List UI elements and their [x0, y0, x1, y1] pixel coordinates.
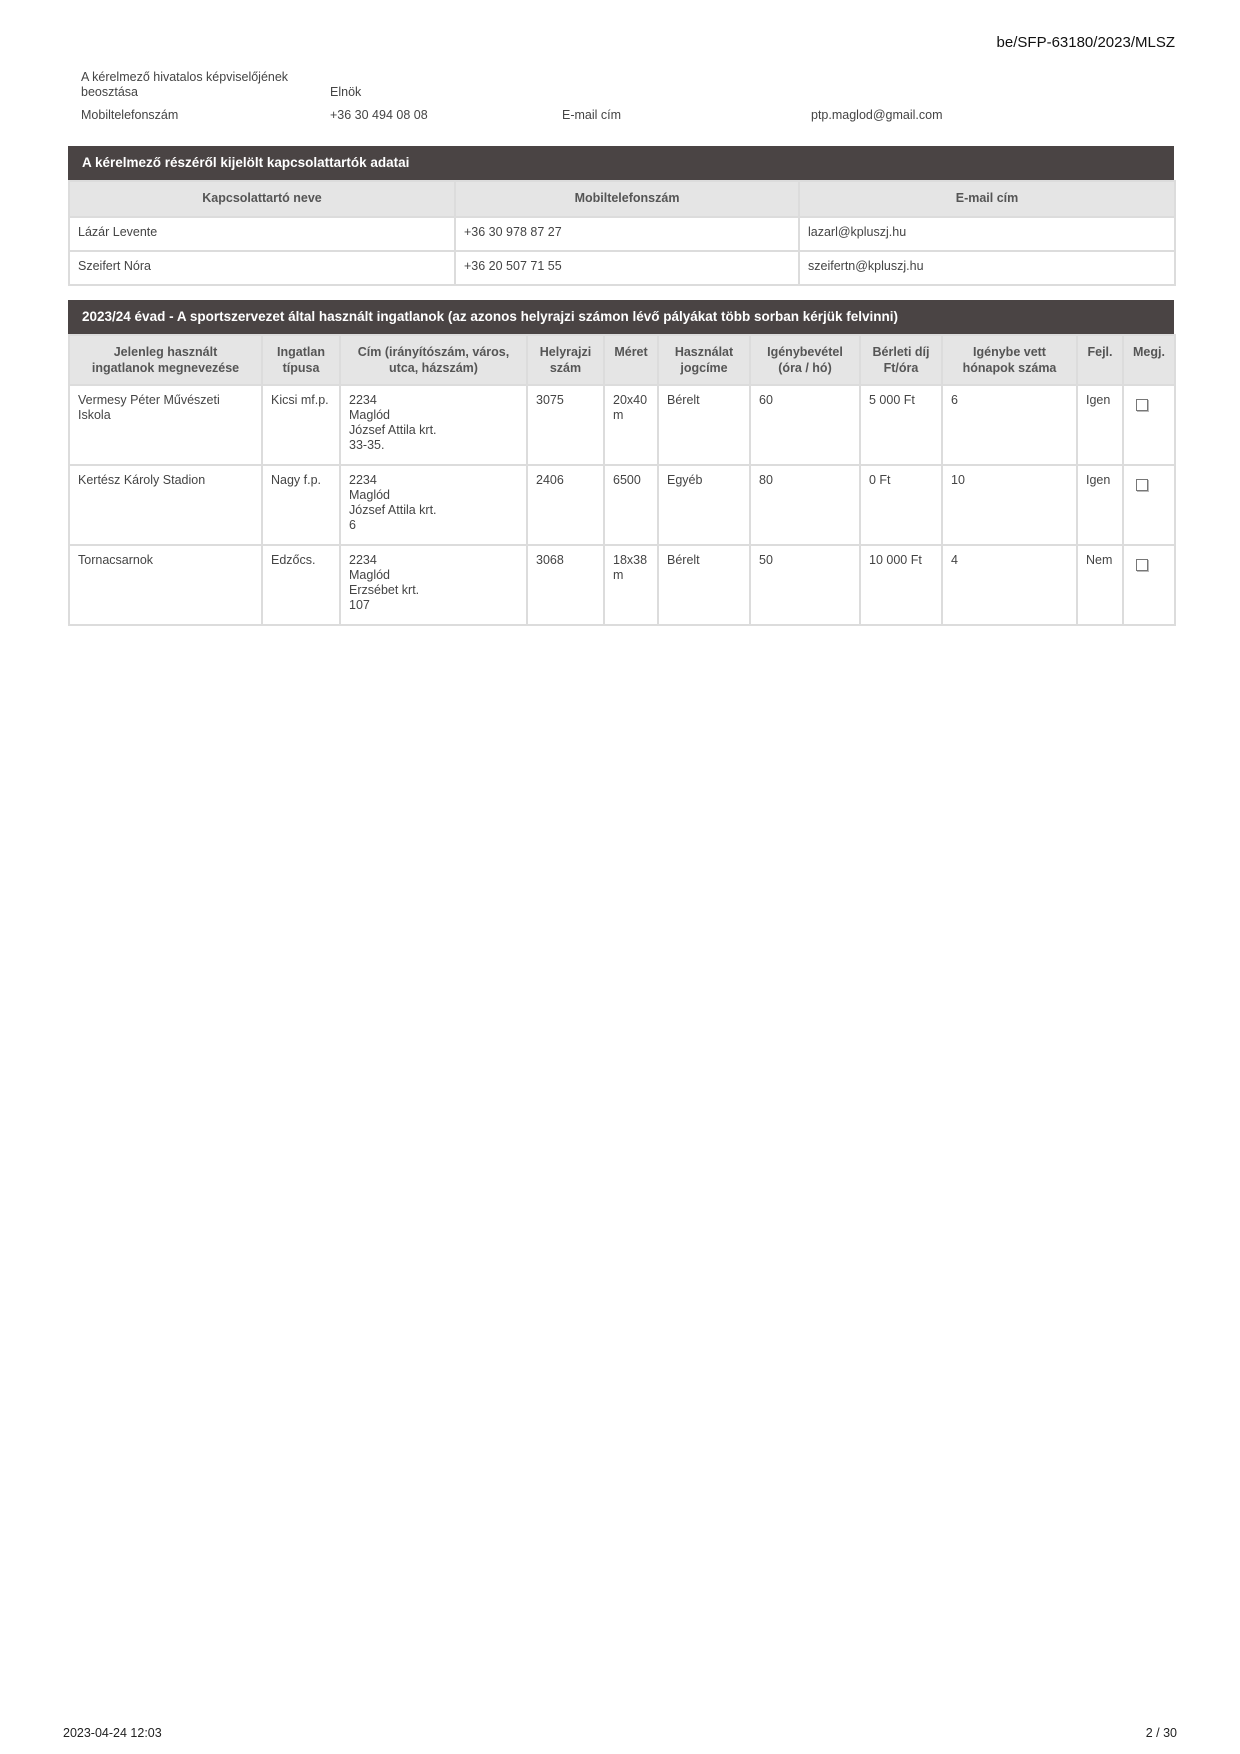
table-row [69, 385, 1175, 465]
property-hours: 50 [750, 545, 860, 625]
property-name: Vermesy Péter Művészeti Iskola [69, 385, 262, 465]
property-type: Nagy f.p. [262, 465, 340, 545]
property-months: 4 [942, 545, 1077, 625]
property-name: Tornacsarnok [69, 545, 262, 625]
property-address: 2234 Maglód Erzsébet krt. 107 [340, 545, 527, 625]
position-label: A kérelmező hivatalos képviselőjének beosztása [81, 70, 289, 99]
header-size: Méret [604, 335, 658, 385]
contacts-header-name: Kapcsolattartó neve [69, 181, 455, 217]
header-usage: Használat jogcíme [658, 335, 750, 385]
header-hrsz: Helyrajzi szám [527, 335, 604, 385]
contact-name: Lázár Levente [69, 217, 455, 251]
properties-section-title: 2023/24 évad - A sportszervezet által használt ingatlanok (az azonos helyrajzi számon lévő pályákat több sorban kérjük felvinni) [68, 300, 1174, 334]
contacts-header-email: E-mail cím [799, 181, 1175, 217]
contact-mobile: +36 20 507 71 55 [455, 251, 799, 285]
property-fee: 10 000 Ft [860, 545, 942, 625]
contact-email: szeifertn@kpluszj.hu [799, 251, 1175, 285]
property-development: Igen [1077, 465, 1123, 545]
contact-mobile: +36 30 978 87 27 [455, 217, 799, 251]
property-development: Nem [1077, 545, 1123, 625]
property-hours: 60 [750, 385, 860, 465]
property-months: 6 [942, 385, 1077, 465]
property-hrsz: 3075 [527, 385, 604, 465]
notes-cell [1123, 545, 1175, 625]
table-row [69, 217, 1175, 251]
header-property-name: Jelenleg használt ingatlanok megnevezése [69, 335, 262, 385]
property-fee: 5 000 Ft [860, 385, 942, 465]
mobile-label: Mobiltelefonszám [81, 108, 179, 122]
notes-cell [1123, 465, 1175, 545]
notes-checkbox[interactable] [1136, 479, 1148, 491]
contacts-header-row [69, 181, 1175, 217]
contacts-table [68, 180, 1176, 286]
header-notes: Megj. [1123, 335, 1175, 385]
email-label: E-mail cím [562, 108, 622, 122]
header-months: Igénybe vett hónapok száma [942, 335, 1077, 385]
property-type: Edzőcs. [262, 545, 340, 625]
email-value: ptp.maglod@gmail.com [811, 108, 943, 122]
property-address: 2234 Maglód József Attila krt. 33-35. [340, 385, 527, 465]
properties-header-row [69, 335, 1175, 385]
notes-cell [1123, 385, 1175, 465]
property-usage: Bérelt [658, 385, 750, 465]
header-property-type: Ingatlan típusa [262, 335, 340, 385]
property-name: Kertész Károly Stadion [69, 465, 262, 545]
contact-email: lazarl@kpluszj.hu [799, 217, 1175, 251]
table-row [69, 465, 1175, 545]
header-hours: Igénybevétel (óra / hó) [750, 335, 860, 385]
document-id: be/SFP-63180/2023/MLSZ [996, 34, 1175, 51]
contact-name: Szeifert Nóra [69, 251, 455, 285]
property-hours: 80 [750, 465, 860, 545]
properties-table [68, 334, 1176, 626]
property-size: 18x38 m [604, 545, 658, 625]
property-fee: 0 Ft [860, 465, 942, 545]
property-hrsz: 3068 [527, 545, 604, 625]
notes-checkbox[interactable] [1136, 399, 1148, 411]
property-months: 10 [942, 465, 1077, 545]
page-number: 2 / 30 [1145, 1726, 1177, 1740]
property-size: 6500 [604, 465, 658, 545]
contacts-section-title: A kérelmező részéről kijelölt kapcsolattartók adatai [68, 146, 1174, 180]
property-type: Kicsi mf.p. [262, 385, 340, 465]
property-usage: Bérelt [658, 545, 750, 625]
table-row [69, 251, 1175, 285]
header-fee: Bérleti díj Ft/óra [860, 335, 942, 385]
footer-timestamp: 2023-04-24 12:03 [63, 1726, 162, 1740]
property-usage: Egyéb [658, 465, 750, 545]
header-address: Cím (irányítószám, város, utca, házszám) [340, 335, 527, 385]
property-hrsz: 2406 [527, 465, 604, 545]
notes-checkbox[interactable] [1136, 559, 1148, 571]
mobile-value: +36 30 494 08 08 [330, 108, 428, 122]
table-row [69, 545, 1175, 625]
property-development: Igen [1077, 385, 1123, 465]
header-development: Fejl. [1077, 335, 1123, 385]
position-value: Elnök [330, 85, 362, 99]
property-address: 2234 Maglód József Attila krt. 6 [340, 465, 527, 545]
contacts-header-mobile: Mobiltelefonszám [455, 181, 799, 217]
property-size: 20x40 m [604, 385, 658, 465]
